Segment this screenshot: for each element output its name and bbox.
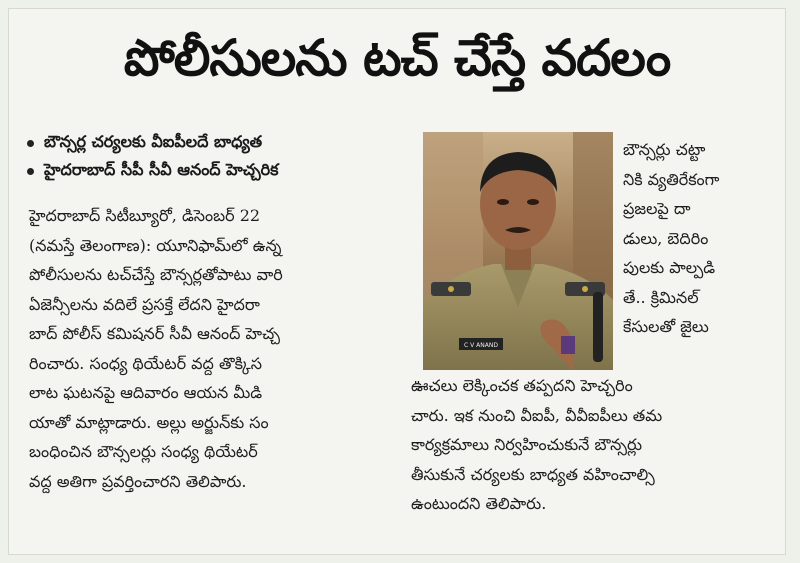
commissioner-photo — [423, 132, 613, 370]
article-line: బౌన్సర్లు చట్టా — [623, 140, 706, 159]
article-line: చారు. ఇక నుంచి వీఐపీ, వీవీఐపీలు తమ — [411, 405, 663, 425]
bullet-dot-icon — [27, 140, 34, 147]
article-line: ఊచలు లెక్కించక తప్పదని హెచ్చరిం — [411, 376, 633, 395]
news-clipping — [8, 8, 786, 555]
sub-headline-1-text: బౌన్సర్ల చర్యలకు వీఐపీలదే బాధ్యత — [44, 131, 263, 151]
article-right-bottom-column — [411, 371, 781, 519]
headline: పోలీసులను టచ్ చేస్తే వదలం — [123, 29, 671, 87]
article-line: బంధించిన బౌన్సలర్లు సంధ్య థియేటర్ — [29, 442, 258, 461]
sub-headline-2 — [27, 157, 427, 185]
article-right-top-column — [623, 135, 783, 342]
name-tag: C V ANAND — [464, 342, 498, 349]
article-line: ప్రజలపై దా — [623, 199, 691, 218]
article-line: ఏజెన్సీలను వదిలే ప్రసక్తే లేదని హైదరా — [29, 294, 260, 314]
article-line: పోలీసులను టచ్‌చేస్తే బౌన్సర్లతోపాటు వారి — [29, 265, 283, 284]
article-line: (నమస్తే తెలంగాణ): యూనిఫామ్‌లో ఉన్న — [29, 235, 282, 255]
article-line: కేసులతో జైలు — [623, 317, 709, 336]
article-line: బాద్ పోలీస్ కమిషనర్ సీవీ ఆనంద్ హెచ్చ — [29, 324, 281, 343]
article-line: లాట ఘటనపై ఆదివారం ఆయన మీడి — [29, 383, 263, 402]
article-line: తే.. క్రిమినల్ — [623, 287, 699, 307]
article-left-column — [29, 201, 414, 496]
article-line: డులు, బెదిరిం — [623, 228, 709, 248]
sub-headlines — [27, 129, 427, 185]
article-line: నికి వ్యతిరేకంగా — [623, 169, 720, 189]
article-line: హైదరాబాద్ సిటీబ్యూరో, డిసెంబర్ 22 — [29, 206, 261, 225]
article-line: ఉంటుందని తెలిపారు. — [411, 494, 547, 513]
sub-headline-2-text: హైదరాబాద్ సీపీ సీవీ ఆనంద్ హెచ్చరిక — [44, 159, 279, 179]
article-line: కార్యక్రమాలు నిర్వహించుకునే బౌన్సర్లు — [411, 435, 643, 454]
article-line: రించారు. సంధ్య థియేటర్ వద్ద తొక్కిస — [29, 353, 262, 373]
article-line: పులకు పాల్పడి — [623, 258, 716, 277]
article-line: తీసుకునే చర్యలకు బాధ్యత వహించాల్సి — [411, 464, 655, 484]
article-line: వద్ద అతిగా ప్రవర్తించారని తెలిపారు. — [29, 471, 247, 491]
sub-headline-1 — [27, 129, 427, 157]
commissioner-portrait-icon — [423, 132, 613, 370]
article-line: యాతో మాట్లాడారు. అల్లు అర్జున్‌కు సం — [29, 412, 269, 432]
bullet-dot-icon — [27, 168, 34, 175]
